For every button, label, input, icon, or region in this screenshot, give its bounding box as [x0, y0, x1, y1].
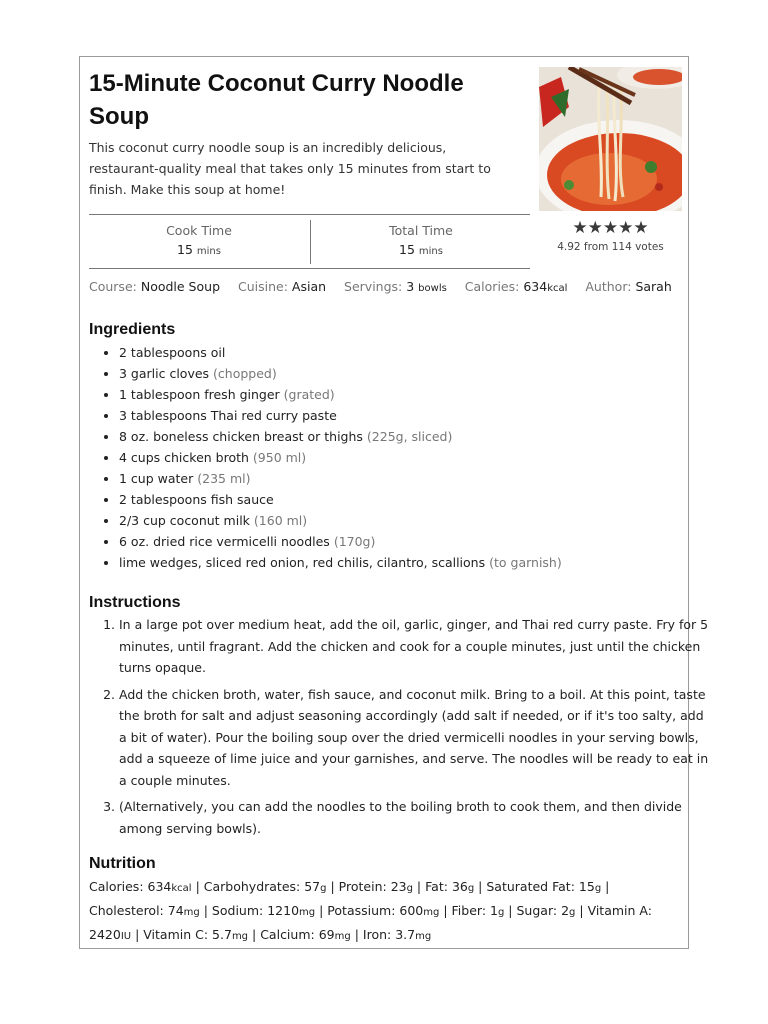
nutrition-value: 5.7	[212, 927, 232, 942]
nutrition-unit: g	[406, 883, 413, 894]
nutrition-value: 23	[390, 879, 407, 894]
nutrition-label: Potassium:	[327, 903, 396, 918]
nutrition-value: 15	[578, 879, 595, 894]
rating-stars[interactable]: ★★★★★	[572, 218, 649, 238]
cook-time-unit: mins	[196, 246, 221, 257]
nutrition-value: 1210	[267, 903, 300, 918]
ingredient-text: 3 tablespoons Thai red curry paste	[119, 408, 337, 423]
nutrition-item	[89, 879, 192, 894]
nutrition-label: Fat:	[425, 879, 448, 894]
ingredient-item	[119, 384, 709, 405]
nutrition-value: 3.7	[395, 927, 416, 942]
recipe-photo	[539, 67, 682, 211]
cook-time	[89, 215, 309, 268]
cook-time-value	[89, 242, 309, 257]
meta-servings-unit: bowls	[418, 283, 447, 294]
nutrition-label: Vitamin C:	[143, 927, 209, 942]
nutrition-label: Carbohydrates:	[203, 879, 301, 894]
nutrition-value: 634	[147, 879, 172, 894]
ingredient-text: 2/3 cup coconut milk	[119, 513, 250, 528]
meta-course-value: Noodle Soup	[140, 279, 221, 294]
meta-calories-value: 634	[523, 279, 548, 294]
total-time	[310, 220, 531, 264]
nutrition-label: Fiber:	[451, 903, 487, 918]
ingredient-note: (chopped)	[213, 366, 277, 381]
meta-author-label: Author:	[585, 279, 632, 294]
ingredient-note: (950 ml)	[252, 450, 307, 465]
nutrition-item	[517, 903, 576, 918]
meta-servings-label: Servings:	[344, 279, 403, 294]
recipe-summary: This coconut curry noodle soup is an incredibly delicious, restaurant-quality meal that takes only 15 minutes from start to finish. Make this soup at home!	[89, 140, 491, 197]
nutrition-unit: mg	[231, 931, 249, 942]
cook-time-label: Cook Time	[166, 223, 232, 238]
meta-author-value: Sarah	[635, 279, 672, 294]
ingredient-note: (160 ml)	[253, 513, 308, 528]
nutrition-heading: Nutrition	[89, 855, 156, 872]
ingredient-text: 4 cups chicken broth	[119, 450, 249, 465]
nutrition-unit: mg	[415, 931, 432, 942]
nutrition-label: Iron:	[362, 927, 392, 942]
meta-cuisine	[238, 279, 326, 294]
meta-calories	[465, 279, 568, 294]
meta-calories-unit: kcal	[547, 283, 568, 294]
instruction-step: 2. Add the chicken broth, water, fish sauce, and coconut milk. Bring to a boil. At this point, taste the broth for salt and adjust seasoning accordingly (add salt if needed, or if it's too salty, add a bit of water). Pour the boiling soup over the dried vermicelli noodles in your serving bowls, add a squeeze of lime juice and your garnishes, and serve. The noodles will be ready to eat in a couple minutes.	[119, 684, 709, 792]
ingredient-text: 2 tablespoons fish sauce	[119, 492, 274, 507]
nutrition-item	[339, 879, 413, 894]
ingredient-text: 6 oz. dried rice vermicelli noodles	[119, 534, 330, 549]
nutrition-value: 600	[399, 903, 424, 918]
instruction-step: 3. (Alternatively, you can add the noodles to the boiling broth to cook them, and then divide among serving bowls).	[119, 796, 709, 839]
rating-votes: 4.92 from 114 votes	[557, 241, 664, 253]
nutrition-unit: mg	[183, 907, 200, 918]
ingredient-item	[119, 552, 709, 573]
ingredient-note: (225g, sliced)	[366, 429, 453, 444]
nutrition-value: 2420	[89, 927, 121, 942]
nutrition-value: 1	[490, 903, 498, 918]
nutrition-label: Cholesterol:	[89, 903, 164, 918]
ingredient-note: (235 ml)	[197, 471, 251, 486]
nutrition-unit: kcal	[171, 883, 192, 894]
nutrition-value: 69	[318, 927, 335, 942]
ingredients-list	[89, 342, 709, 573]
ingredient-text: 8 oz. boneless chicken breast or thighs	[119, 429, 363, 444]
meta-cuisine-label: Cuisine:	[238, 279, 288, 294]
ingredient-item	[119, 342, 709, 363]
nutrition-unit: g	[594, 883, 602, 894]
recipe-meta	[89, 279, 679, 294]
nutrition-label: Sodium:	[211, 903, 264, 918]
nutrition-value: 74	[167, 903, 184, 918]
instructions-heading: Instructions	[89, 594, 181, 611]
ingredient-item	[119, 489, 709, 510]
nutrition-unit: IU	[120, 931, 132, 942]
nutrition-item	[327, 903, 439, 918]
ingredient-text: 1 tablespoon fresh ginger	[119, 387, 280, 402]
ingredient-note: (to garnish)	[489, 555, 562, 570]
nutrition-label: Vitamin A:	[587, 903, 652, 918]
cook-time-number: 15	[177, 242, 193, 257]
nutrition-unit: g	[467, 883, 475, 894]
ingredient-note: (170g)	[333, 534, 376, 549]
nutrition-label: Calories:	[89, 879, 144, 894]
nutrition-label: Calcium:	[260, 927, 315, 942]
nutrition-unit: g	[320, 883, 327, 894]
instructions-list	[89, 614, 709, 844]
meta-author	[585, 279, 671, 294]
time-summary	[89, 214, 530, 269]
meta-calories-label: Calories:	[464, 279, 520, 294]
recipe-title: 15-Minute Coconut Curry Noodle Soup	[89, 70, 464, 130]
ingredient-text: lime wedges, sliced red onion, red chilis, cilantro, scallions	[119, 555, 486, 570]
ingredient-item	[119, 531, 709, 552]
meta-course-label: Course:	[89, 279, 137, 294]
meta-servings	[344, 279, 447, 294]
meta-servings-value: 3	[406, 279, 415, 294]
ingredient-text: 2 tablespoons oil	[119, 345, 226, 360]
total-time-value	[311, 242, 531, 257]
ingredient-item	[119, 363, 709, 384]
nutrition-unit: g	[497, 907, 505, 918]
nutrition-facts: Calories: 634kcal | Carbohydrates: 57g | Protein: 23g | Fat: 36g | Saturated Fat: 15g | Cholesterol: 74mg | Sodium: 1210mg | Potassium: 600mg | Fiber: 1g | Sugar: 2g | Vitamin A: 2420IU | Vitamin C: 5.7mg | Calcium: 69mg | Iron: 3.7mg	[89, 879, 652, 942]
total-time-unit: mins	[418, 246, 443, 257]
total-time-number: 15	[399, 242, 415, 257]
ingredient-note: (grated)	[283, 387, 335, 402]
nutrition-unit: g	[569, 907, 576, 918]
nutrition-item	[363, 927, 431, 942]
nutrition-item	[425, 879, 474, 894]
nutrition-label: Saturated Fat:	[486, 879, 575, 894]
ingredient-item	[119, 426, 709, 447]
nutrition-unit: mg	[334, 931, 351, 942]
nutrition-label: Sugar:	[516, 903, 558, 918]
nutrition-item	[260, 927, 351, 942]
meta-cuisine-value: Asian	[291, 279, 327, 294]
ingredient-text: 3 garlic cloves	[119, 366, 210, 381]
ingredient-item	[119, 468, 709, 489]
nutrition-unit: mg	[423, 907, 440, 918]
ingredient-item	[119, 447, 709, 468]
nutrition-item	[89, 903, 200, 918]
nutrition-item	[486, 879, 601, 894]
nutrition-value: 2	[561, 903, 570, 918]
ingredient-item	[119, 405, 709, 426]
nutrition-item	[204, 879, 327, 894]
nutrition-value: 36	[451, 879, 468, 894]
nutrition-item	[212, 903, 315, 918]
meta-course	[89, 279, 220, 294]
ingredient-text: 1 cup water	[119, 471, 194, 486]
ingredients-heading: Ingredients	[89, 321, 176, 338]
ingredient-item	[119, 510, 709, 531]
nutrition-item	[452, 903, 505, 918]
nutrition-value: 57	[304, 879, 321, 894]
instruction-step: 1. In a large pot over medium heat, add the oil, garlic, ginger, and Thai red curry paste. Fry for 5 minutes, until fragrant. Add the chicken and cook for a couple minutes, just until the chicken turns opaque.	[119, 614, 709, 679]
recipe-card	[79, 56, 709, 949]
nutrition-unit: mg	[299, 907, 316, 918]
nutrition-label: Protein:	[338, 879, 387, 894]
total-time-label: Total Time	[389, 223, 453, 238]
nutrition-item	[143, 927, 248, 942]
